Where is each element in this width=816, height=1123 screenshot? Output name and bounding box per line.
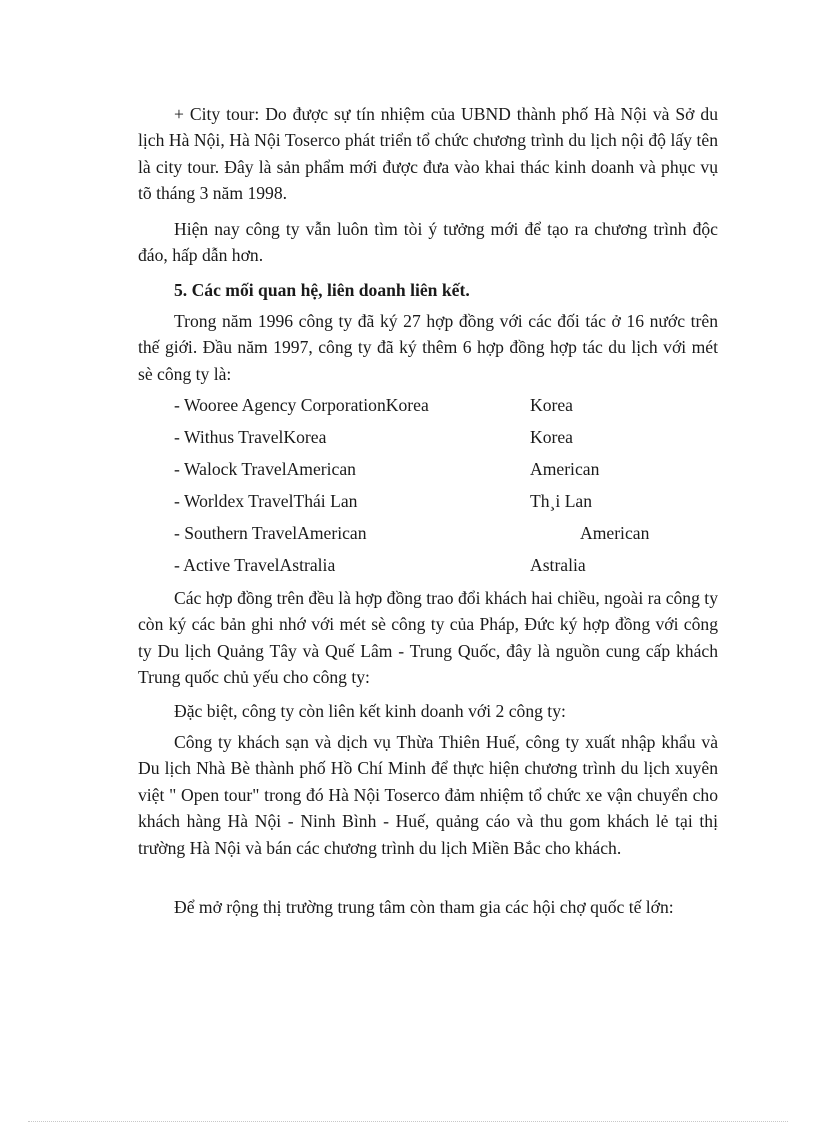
partner-row	[174, 392, 694, 418]
paragraph-new-ideas: Hiện nay công ty vẫn luôn tìm tòi ý tưởng mới để tạo ra chương trình độc đáo, hấp dẫn hơn.	[138, 219, 718, 266]
paragraph-city-tour: + City tour: Do được sự tín nhiệm của UBND thành phố Hà Nội và Sở du lịch Hà Nội, Hà Nội Toserco phát triển tổ chức chương trình du lịch nội độ lấy tên là city tour. Đây là sản phẩm mới được đưa vào khai thác kinh doanh và phục vụ tõ tháng 3 năm 1998.	[138, 104, 718, 204]
partner-name: - Wooree Agency CorporationKorea	[174, 395, 429, 415]
section-heading: 5. Các mối quan hệ, liên doanh liên kết.	[174, 280, 470, 300]
paragraph-trade-fairs: Để mở rộng thị trường trung tâm còn tham gia các hội chợ quốc tế lớn:	[174, 897, 674, 917]
partner-row	[174, 520, 694, 546]
paragraph-open-tour: Công ty khách sạn và dịch vụ Thừa Thiên Huế, công ty xuất nhập khẩu và Du lịch Nhà Bè thành phố Hồ Chí Minh để thực hiện chương trình du lịch xuyên việt " Open tour" trong đó Hà Nội Toserco đảm nhiệm tổ chức xe vận chuyển cho khách hàng Hà Nội - Ninh Bình - Huế, quảng cáo và thu gom khách lẻ tại thị trường Hà Nội và bán các chương trình du lịch Miền Bắc cho khách.	[138, 732, 718, 858]
partner-row	[174, 456, 694, 482]
paragraph-contract-details: Các hợp đồng trên đều là hợp đồng trao đổi khách hai chiều, ngoài ra công ty còn ký các bản ghi nhớ với mét sè công ty của Pháp, Đức ký hợp đồng với công ty Du lịch Quảng Tây và Quế Lâm - Trung Quốc, đây là nguồn cung cấp khách Trung quốc chủ yếu cho công ty:	[138, 588, 718, 688]
partner-row	[174, 552, 694, 578]
partner-country: Th¸i Lan	[530, 491, 593, 511]
partner-row	[174, 424, 694, 450]
partner-country: Korea	[530, 395, 573, 415]
partner-country: Astralia	[530, 555, 586, 575]
page-bottom-rule	[28, 1121, 788, 1122]
partner-name: - Active TravelAstralia	[174, 555, 336, 575]
paragraph-joint-ventures-intro: Đặc biệt, công ty còn liên kết kinh doanh với 2 công ty:	[174, 701, 566, 721]
paragraph-contracts-intro: Trong năm 1996 công ty đã ký 27 hợp đồng với các đối tác ở 16 nước trên thế giới. Đầu năm 1997, công ty đã ký thêm 6 hợp đồng hợp tác du lịch với mét sè công ty là:	[138, 311, 718, 384]
partner-name: - Withus TravelKorea	[174, 427, 327, 447]
partner-name: - Worldex TravelThái Lan	[174, 491, 358, 511]
partner-name: - Southern TravelAmerican	[174, 523, 367, 543]
partner-country: Korea	[530, 427, 573, 447]
partner-row	[174, 488, 694, 514]
partner-country: American	[580, 523, 650, 543]
partner-name: - Walock TravelAmerican	[174, 459, 356, 479]
partner-country: American	[530, 459, 600, 479]
